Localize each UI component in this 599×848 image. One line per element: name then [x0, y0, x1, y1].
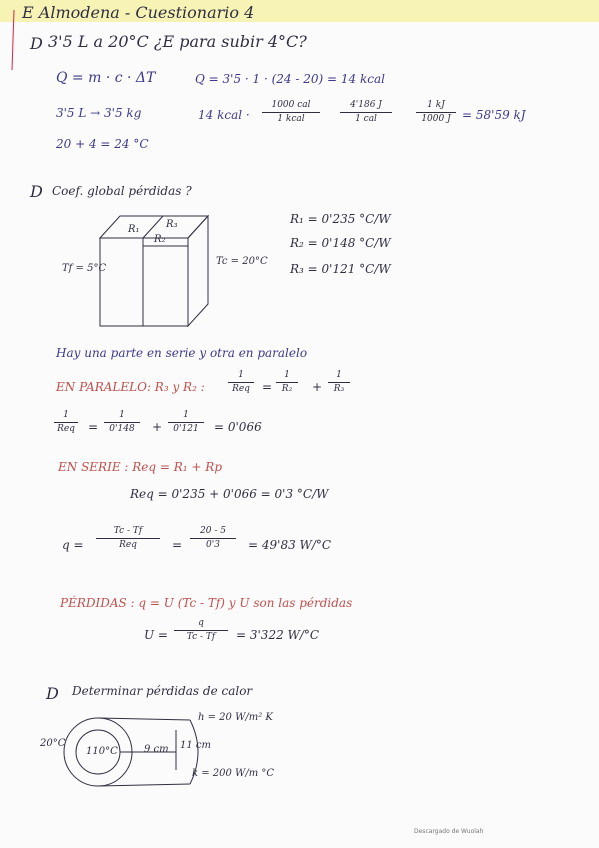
block-label-r3: R₃: [166, 219, 178, 230]
q3-bullet: D: [46, 684, 59, 703]
block-front: [100, 238, 188, 326]
q1-formula: Q = m · c · ΔT: [56, 70, 156, 86]
equals-sign: =: [262, 380, 273, 394]
fraction-denominator: R₃: [333, 384, 345, 394]
fraction-denominator: Tc - Tf: [186, 632, 216, 642]
fraction-numerator: 1: [284, 370, 290, 380]
fraction-numerator: Tc - Tf: [113, 526, 143, 536]
pipe-cross-section-figure: [64, 718, 198, 786]
fraction-denominator: Req: [57, 424, 75, 434]
q3-k-value: k = 200 W/m °C: [192, 768, 275, 779]
fraction-numerator: q: [198, 618, 204, 628]
q2-perdidas: PÉRDIDAS : q = U (Tc - Tf) y U son las pérdidas: [60, 596, 353, 610]
block-side: [188, 216, 208, 326]
block-label-tf: Tf = 5°C: [62, 263, 107, 274]
q3-inner-radius: 9 cm: [144, 744, 169, 755]
q2-serie-result: Req = 0'235 + 0'066 = 0'3 °C/W: [130, 487, 329, 501]
q2-paralelo: EN PARALELO: R₃ y R₂ :: [56, 380, 205, 394]
fraction-numerator: 20 - 5: [200, 526, 226, 536]
fraction-denominator: 1000 J: [421, 114, 451, 124]
q2-r1-value: R₁ = 0'235 °C/W: [290, 212, 391, 226]
fraction-numerator: 1: [63, 410, 69, 420]
q1-fraction-cal: [262, 100, 320, 125]
q2-q-result: = 49'83 W/°C: [248, 538, 332, 552]
plus-sign: +: [152, 420, 163, 434]
fraction-denominator: Req: [119, 540, 137, 550]
q1-statement: 3'5 L a 20°C ¿E para subir 4°C?: [48, 32, 307, 51]
fraction-denominator: Req: [232, 384, 250, 394]
fraction-denominator: R₂: [281, 384, 293, 394]
q3-statement: Determinar pérdidas de calor: [72, 684, 253, 698]
q2-u-lhs: U =: [144, 628, 168, 642]
fraction-denominator: 1 kcal: [277, 114, 305, 124]
q2-eq-result: = 0'066: [214, 420, 262, 434]
fraction-numerator: 1: [183, 410, 189, 420]
fraction-numerator: 1: [238, 370, 244, 380]
q2-eq-frac-req: [54, 410, 78, 435]
equals-sign: =: [172, 538, 183, 552]
equals-sign: =: [88, 420, 99, 434]
q2-r2-value: R₂ = 0'148 °C/W: [290, 236, 391, 250]
q1-conversion-mass: 3'5 L → 3'5 kg: [56, 106, 142, 120]
q1-fraction-kj: [416, 100, 456, 125]
q1-result: = 58'59 kJ: [462, 108, 526, 122]
block-label-r2: R₂: [154, 234, 166, 245]
q2-q-frac-symbolic: [96, 526, 160, 551]
q2-note: Hay una parte en serie y otra en paralelo: [56, 346, 308, 360]
fraction-numerator: 1: [336, 370, 342, 380]
page-title: E Almodena - Cuestionario 4: [22, 3, 255, 22]
q1-conversion-temp: 20 + 4 = 24 °C: [56, 137, 149, 151]
q3-inside-temp: 110°C: [86, 746, 118, 757]
q2-u-result: = 3'322 W/°C: [236, 628, 320, 642]
q3-h-value: h = 20 W/m² K: [198, 712, 273, 723]
q2-bullet: D: [30, 182, 43, 201]
q3-outer-radius: 11 cm: [180, 740, 211, 751]
q2-eq-frac-0148: [104, 410, 140, 435]
wall-block-figure: [100, 216, 208, 326]
q2-par-frac-r3: [328, 370, 350, 395]
fraction-numerator: 1 kJ: [427, 100, 445, 110]
q1-fraction-joule: [340, 100, 392, 125]
fraction-numerator: 1000 cal: [271, 100, 311, 110]
fraction-denominator: 0'148: [109, 424, 135, 434]
plus-sign: +: [312, 380, 323, 394]
pipe-bottom-line: [98, 784, 190, 786]
fraction-denominator: 0'121: [173, 424, 199, 434]
q2-par-frac-r2: [276, 370, 298, 395]
q2-q-lhs: q =: [62, 538, 84, 552]
fraction-numerator: 4'186 J: [350, 100, 382, 110]
fraction-denominator: 0'3: [206, 540, 220, 550]
fraction-numerator: 1: [119, 410, 125, 420]
pipe-top-line: [98, 718, 190, 720]
q2-serie: EN SERIE : Req = R₁ + Rp: [58, 460, 223, 474]
q2-par-frac-eq: [228, 370, 254, 395]
fraction-denominator: 1 cal: [355, 114, 377, 124]
margin-mark: [12, 10, 14, 70]
q2-statement: Coef. global pérdidas ?: [52, 184, 192, 198]
block-label-r1: R₁: [128, 224, 140, 235]
q2-eq-frac-0121: [168, 410, 204, 435]
q3-outside-temp: 20°C: [40, 738, 66, 749]
q2-r3-value: R₃ = 0'121 °C/W: [290, 262, 391, 276]
q2-q-frac-numeric: [190, 526, 236, 551]
q2-u-frac: [174, 618, 228, 643]
footer-watermark: Descargado de Wuolah: [414, 828, 484, 835]
q1-bullet: D: [30, 34, 43, 53]
q1-kcal: 14 kcal ·: [198, 108, 250, 122]
block-label-tc: Tc = 20°C: [216, 256, 268, 267]
q1-calc: Q = 3'5 · 1 · (24 - 20) = 14 kcal: [195, 72, 385, 86]
